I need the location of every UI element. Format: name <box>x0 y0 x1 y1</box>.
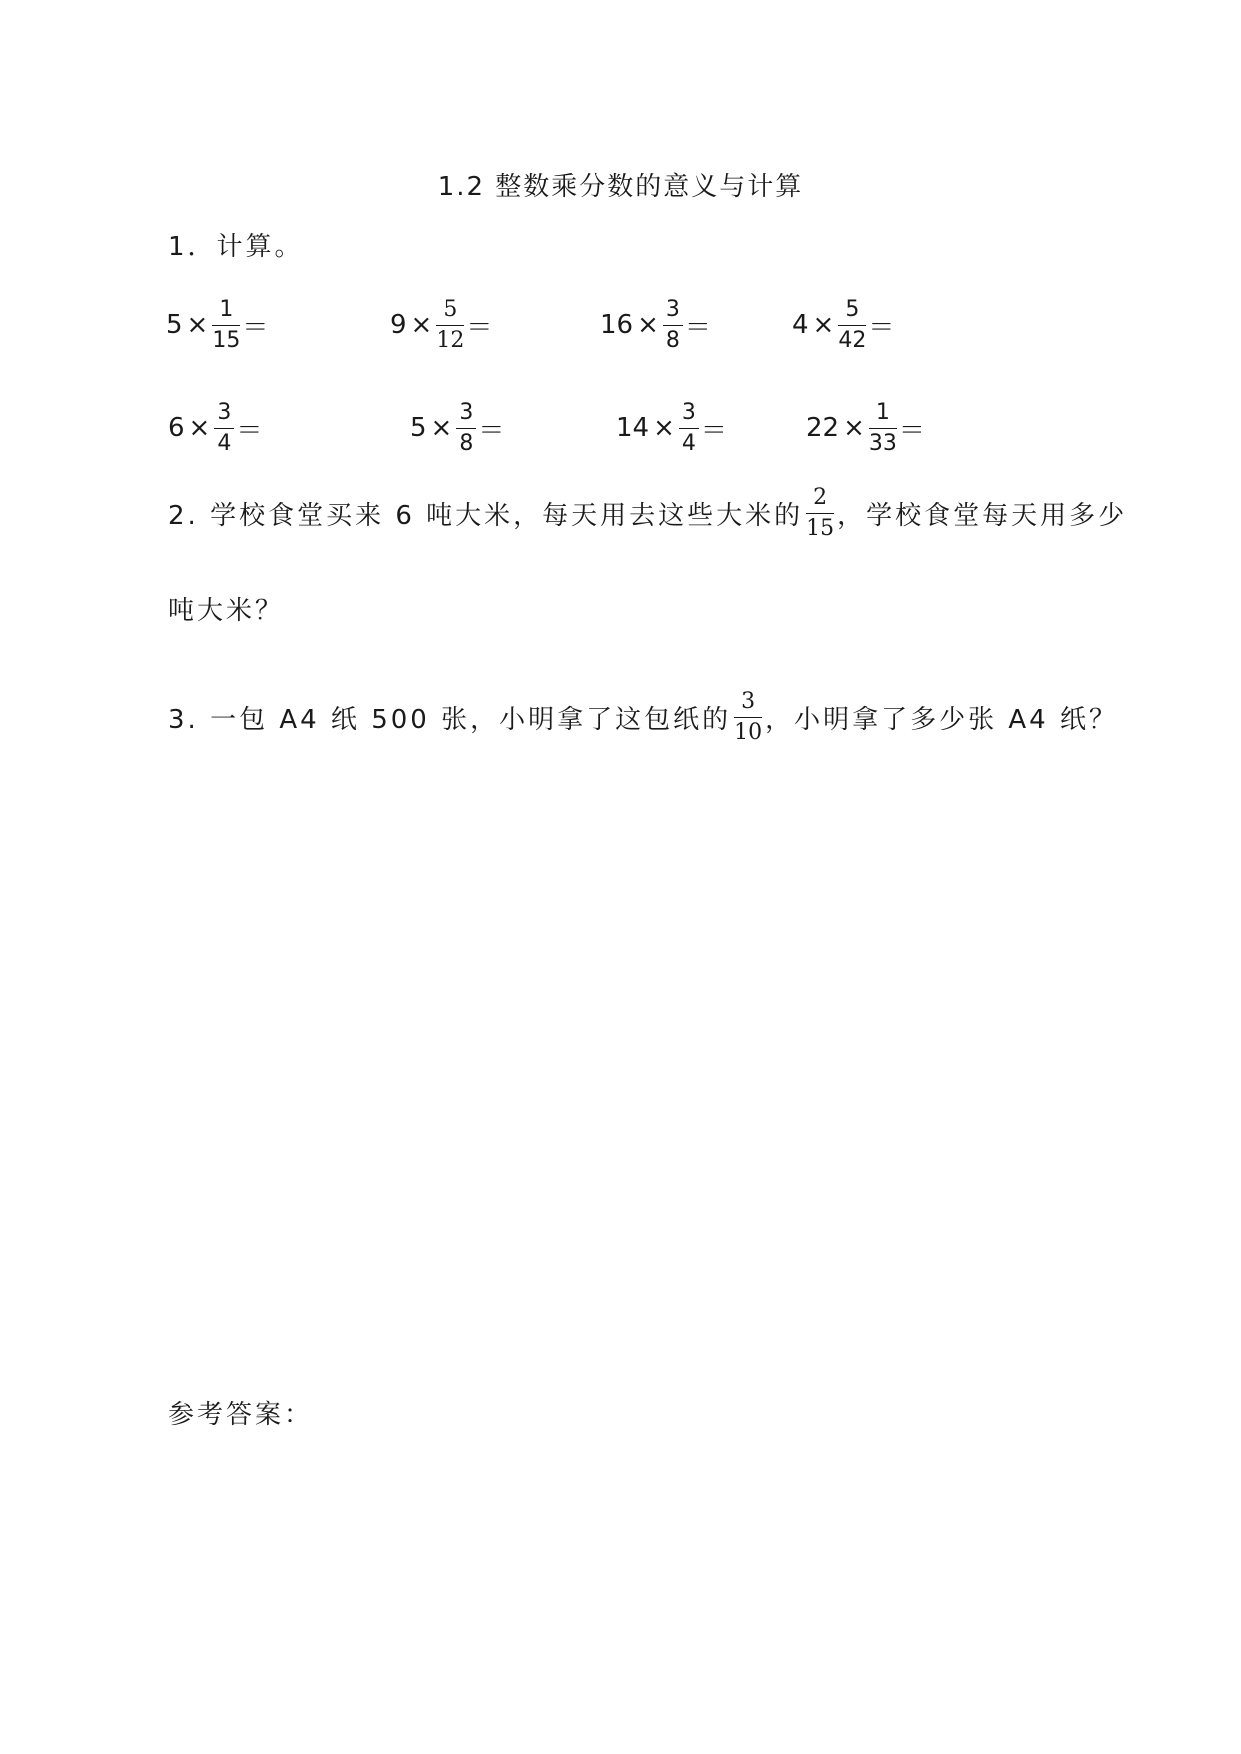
whole-number: 6 <box>168 413 185 443</box>
calc-item-3 <box>600 285 711 365</box>
problem-2-fraction <box>806 484 835 541</box>
calc-item-2 <box>390 285 492 365</box>
numerator: 3 <box>665 296 680 322</box>
denominator: 10 <box>734 719 763 745</box>
fraction <box>838 296 867 353</box>
calc-item-4 <box>792 285 894 365</box>
times-sign: × <box>653 413 675 443</box>
denominator: 4 <box>681 430 696 456</box>
denominator: 33 <box>868 430 897 456</box>
fraction <box>679 399 699 456</box>
denominator: 4 <box>217 430 232 456</box>
numerator: 5 <box>443 296 458 322</box>
whole-number: 16 <box>600 310 634 340</box>
equals-sign: ＝ <box>236 415 263 446</box>
denominator: 15 <box>806 515 835 541</box>
problem-3 <box>168 682 1118 752</box>
whole-number: 4 <box>792 310 809 340</box>
times-sign: × <box>812 310 835 340</box>
problem-2-line-2: 吨大米？ <box>168 596 285 626</box>
problem-3-fraction <box>734 688 763 745</box>
numerator: 3 <box>217 399 232 425</box>
whole-number: 5 <box>410 413 427 443</box>
equals-sign: ＝ <box>478 415 505 446</box>
equals-sign: ＝ <box>466 312 493 343</box>
whole-number: 14 <box>616 413 650 443</box>
equals-sign: ＝ <box>700 415 727 446</box>
equals-sign: ＝ <box>868 312 895 343</box>
fraction <box>214 399 234 456</box>
fraction <box>456 399 476 456</box>
problem-2-text-after: ，学校食堂每天用多少 <box>837 500 1128 531</box>
numerator: 2 <box>813 484 828 510</box>
numerator: 3 <box>741 688 756 714</box>
times-sign: × <box>843 413 865 443</box>
times-sign: × <box>186 310 209 340</box>
fraction <box>663 296 683 353</box>
fraction <box>436 296 465 353</box>
times-sign: × <box>188 413 211 443</box>
section-1-heading: 1．计算。 <box>168 232 304 262</box>
problem-3-text-after: ，小明拿了多少张 A4 纸？ <box>765 704 1118 735</box>
fraction <box>212 296 241 353</box>
answers-label: 参考答案： <box>168 1400 314 1430</box>
calc-item-7 <box>616 388 727 468</box>
equals-sign: ＝ <box>898 415 925 446</box>
calc-item-6 <box>410 388 504 468</box>
equals-sign: ＝ <box>684 312 711 343</box>
problem-2-text-before: 2. 学校食堂买来 6 吨大米，每天用去这些大米的 <box>168 500 804 531</box>
whole-number: 5 <box>166 310 183 340</box>
whole-number: 22 <box>806 413 840 443</box>
denominator: 12 <box>436 327 465 353</box>
equals-sign: ＝ <box>242 312 269 343</box>
numerator: 5 <box>845 296 860 322</box>
denominator: 15 <box>212 327 241 353</box>
problem-3-text-before: 3. 一包 A4 纸 500 张，小明拿了这包纸的 <box>168 704 732 735</box>
numerator: 3 <box>681 399 696 425</box>
times-sign: × <box>430 413 453 443</box>
times-sign: × <box>410 310 433 340</box>
denominator: 42 <box>838 327 867 353</box>
calc-item-1 <box>166 285 268 365</box>
numerator: 3 <box>459 399 474 425</box>
calc-item-5 <box>168 388 262 468</box>
problem-2-line-1 <box>168 478 1127 548</box>
calc-item-8 <box>806 388 925 468</box>
denominator: 8 <box>459 430 474 456</box>
denominator: 8 <box>665 327 680 353</box>
whole-number: 9 <box>390 310 407 340</box>
page-title: 1.2 整数乘分数的意义与计算 <box>437 172 804 202</box>
times-sign: × <box>637 310 659 340</box>
fraction <box>868 399 897 456</box>
numerator: 1 <box>219 296 234 322</box>
numerator: 1 <box>875 399 890 425</box>
